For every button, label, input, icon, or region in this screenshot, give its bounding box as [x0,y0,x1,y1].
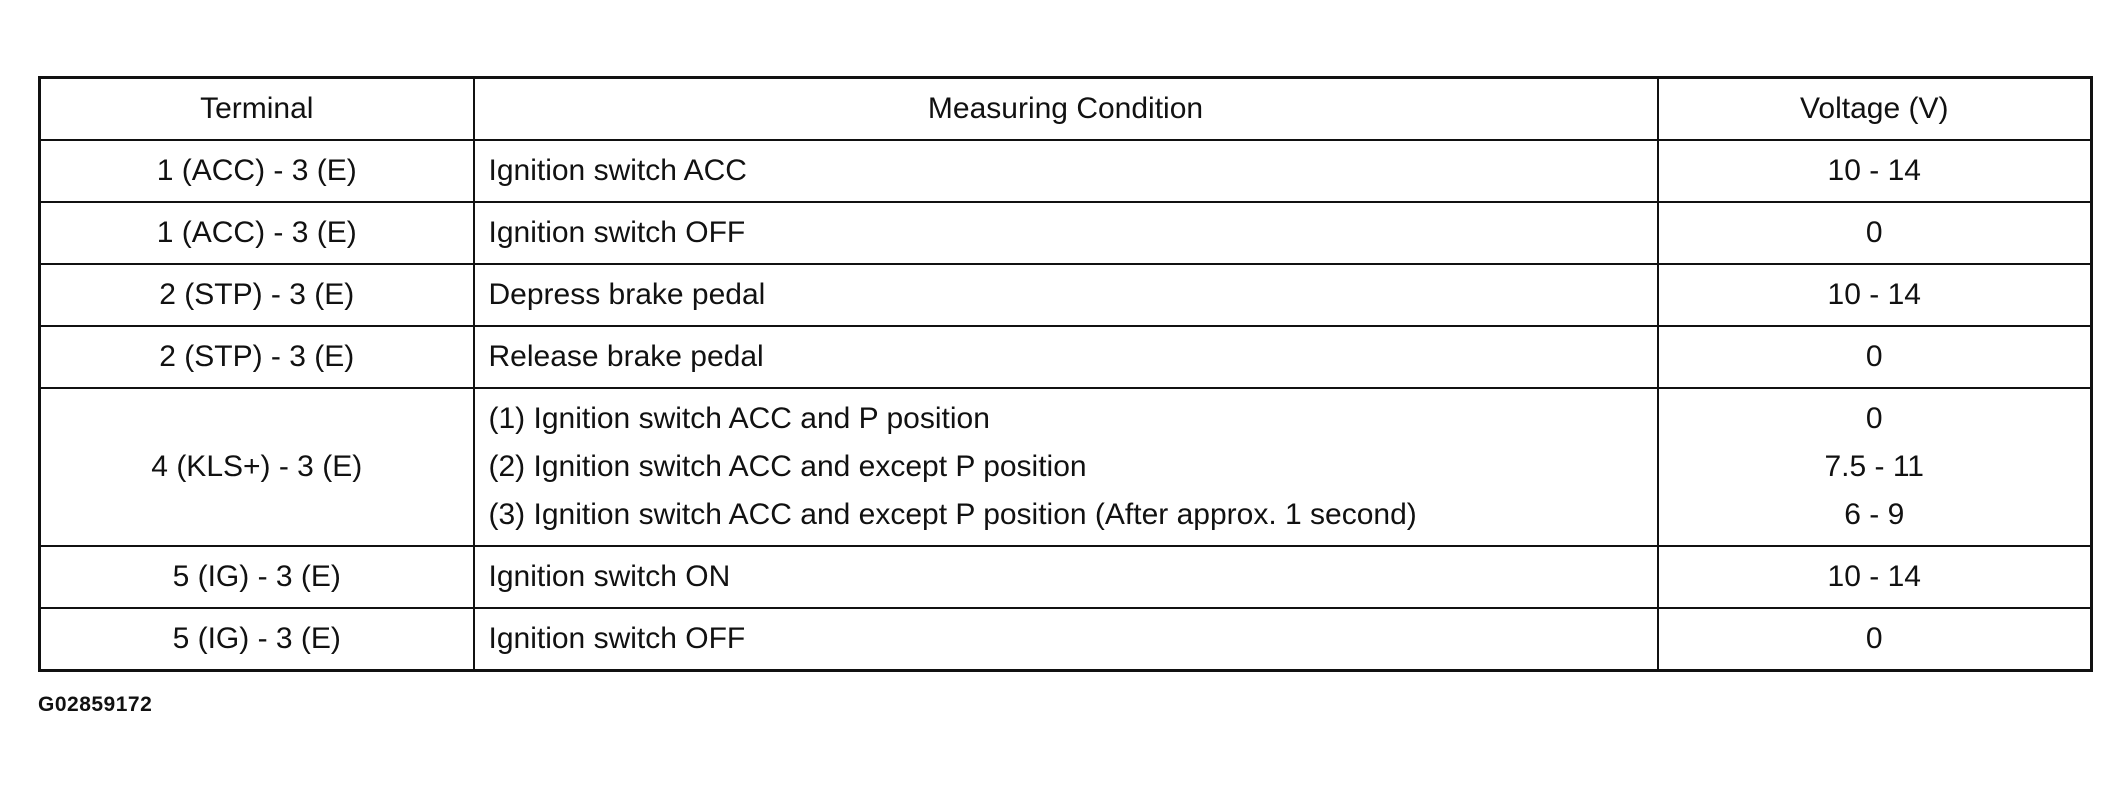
voltage-cell: 0 [1658,326,2092,388]
table-row [40,202,2092,264]
voltage-line: 7.5 - 11 [1824,450,1924,483]
terminal-voltage-table [38,76,2093,672]
header-measuring-condition: Measuring Condition [474,78,1658,141]
voltage-line: 6 - 9 [1844,498,1905,531]
condition-line: (1) Ignition switch ACC and P position [488,402,990,435]
header-voltage: Voltage (V) [1658,78,2092,141]
condition-line: (3) Ignition switch ACC and except P position (After approx. 1 second) [488,498,1417,531]
terminal-cell: 1 (ACC) - 3 (E) [40,202,474,264]
table-row [40,608,2092,671]
voltage-cell: 0 [1658,608,2092,671]
figure-id: G02859172 [38,693,153,716]
terminal-cell: 5 (IG) - 3 (E) [40,608,474,671]
table-row [40,140,2092,202]
terminal-cell: 4 (KLS+) - 3 (E) [40,388,474,546]
condition-cell: Ignition switch ACC [474,140,1658,202]
table-header-row [40,78,2092,141]
voltage-cell: 10 - 14 [1658,546,2092,608]
table-row [40,546,2092,608]
voltage-cell: 0 [1658,202,2092,264]
table-row-multi-condition [40,388,2092,546]
voltage-cell: 10 - 14 [1658,264,2092,326]
voltage-line: 0 [1865,402,1883,435]
condition-cell: Ignition switch OFF [474,608,1658,671]
terminal-cell: 2 (STP) - 3 (E) [40,326,474,388]
terminal-cell: 1 (ACC) - 3 (E) [40,140,474,202]
condition-cell [474,388,1658,546]
table-row [40,326,2092,388]
condition-line: (2) Ignition switch ACC and except P position [488,450,1087,483]
terminal-cell: 5 (IG) - 3 (E) [40,546,474,608]
voltage-cell: 10 - 14 [1658,140,2092,202]
condition-cell: Ignition switch ON [474,546,1658,608]
header-terminal: Terminal [40,78,474,141]
condition-cell: Release brake pedal [474,326,1658,388]
voltage-cell [1658,388,2092,546]
table-row [40,264,2092,326]
terminal-cell: 2 (STP) - 3 (E) [40,264,474,326]
condition-cell: Depress brake pedal [474,264,1658,326]
condition-cell: Ignition switch OFF [474,202,1658,264]
